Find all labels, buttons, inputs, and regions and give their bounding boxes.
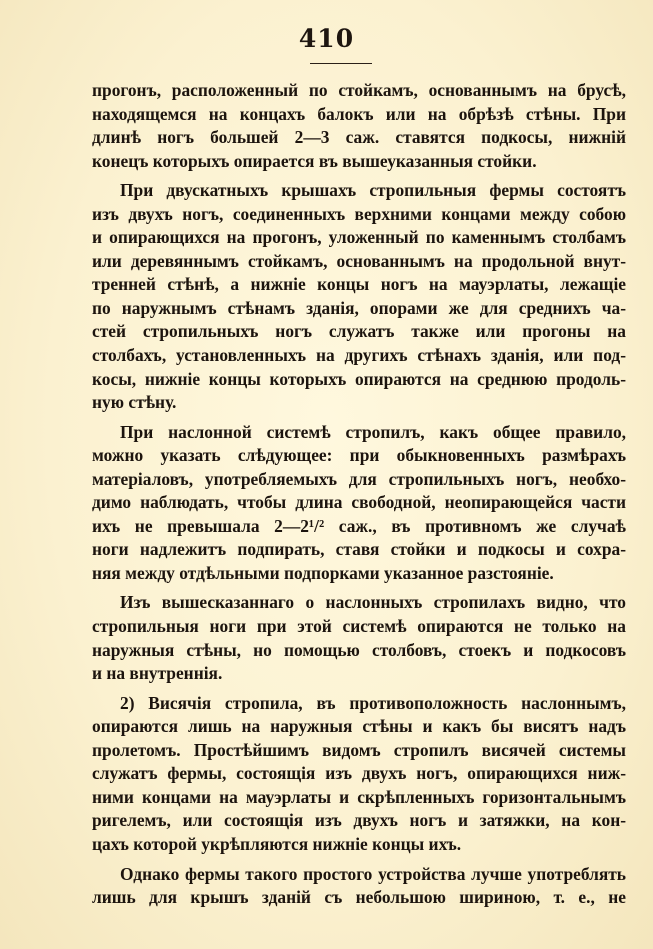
text-line: тренней стѣнѣ, а нижніе концы ногъ на мауэрлаты, лежащіе bbox=[92, 274, 626, 295]
text-line: по наружнымъ стѣнамъ зданія, опорами же для среднихъ ча- bbox=[92, 297, 626, 318]
page-body-text bbox=[92, 79, 626, 910]
paragraph-first-line: При наслонной системѣ стропилъ, какъ общее правило, bbox=[120, 421, 626, 442]
text-line: столбахъ, установленныхъ на другихъ стѣнахъ зданія, или под- bbox=[92, 345, 626, 366]
text-line: ноги надлежитъ подпирать, ставя стойки и подкосы и сохра- bbox=[92, 539, 626, 560]
text-line: стей стропильныхъ ногъ служатъ также или прогоны на bbox=[92, 321, 626, 342]
text-line: ную стѣну. bbox=[92, 392, 177, 413]
text-line: конецъ которыхъ опирается въ вышеуказанныя стойки. bbox=[92, 150, 537, 171]
paragraph-first-line: При двускатныхъ крышахъ стропильныя фермы состоятъ bbox=[120, 180, 626, 201]
text-line: наружныя стѣны, но помощью столбовъ, стоекъ и подкосовъ bbox=[92, 639, 626, 660]
text-line: длинѣ ногъ большей 2—3 саж. ставятся подкосы, нижній bbox=[92, 127, 626, 148]
text-line: димо наблюдать, чтобы длина свободной, неопирающейся части bbox=[92, 492, 626, 513]
page-number-rule bbox=[310, 63, 372, 64]
text-line: можно указать слѣдующее: при обыкновенныхъ размѣрахъ bbox=[92, 445, 626, 466]
text-line: косы, нижніе концы которыхъ опираются на среднюю продоль- bbox=[92, 368, 626, 389]
page-number: 410 bbox=[298, 24, 355, 53]
text-line: цахъ которой укрѣпляются нижніе концы ихъ. bbox=[92, 833, 462, 854]
text-line: ихъ не превышала 2—2¹/² саж., въ противномъ же случаѣ bbox=[92, 515, 626, 536]
text-line: и опирающихся на прогонъ, уложенный по каменнымъ столбамъ bbox=[92, 227, 626, 248]
text-line: находящемся на концахъ балокъ или на обрѣзѣ стѣны. При bbox=[92, 103, 626, 124]
text-line: пролетомъ. Простѣйшимъ видомъ стропилъ висячей системы bbox=[92, 739, 626, 760]
text-line: лишь для крышъ зданій съ небольшою шириною, т. е., не bbox=[92, 887, 626, 908]
text-line: няя между отдѣльными подпорками указанное разстояніе. bbox=[92, 562, 554, 583]
text-line: ними концами на мауэрлаты и скрѣпленныхъ горизонтальнымъ bbox=[92, 786, 626, 807]
text-line: служатъ фермы, состоящія изъ двухъ ногъ, опирающихся ниж- bbox=[92, 763, 626, 784]
text-line: прогонъ, расположенный по стойкамъ, основаннымъ на брусѣ, bbox=[92, 80, 626, 100]
text-line: и на внутреннія. bbox=[92, 663, 223, 684]
paragraph-first-line: 2) Висячія стропила, въ противоположность наслоннымъ, bbox=[120, 692, 626, 713]
text-line: опираются лишь на наружныя стѣны и какъ бы висятъ надъ bbox=[92, 716, 626, 737]
text-line: стропильныя ноги при этой системѣ опираются не только на bbox=[92, 616, 626, 637]
paragraph-first-line: Изъ вышесказаннаго о наслонныхъ стропилахъ видно, что bbox=[120, 592, 626, 613]
text-line: матеріаловъ, употребляемыхъ для стропильныхъ ногъ, необхо- bbox=[92, 468, 626, 489]
text-line: изъ двухъ ногъ, соединенныхъ верхними концами между собою bbox=[92, 203, 626, 224]
text-line: ригелемъ, или состоящія изъ двухъ ногъ и затяжки, на кон- bbox=[92, 810, 626, 831]
text-line: или деревяннымъ стойкамъ, основаннымъ на продольной внут- bbox=[92, 250, 626, 271]
paragraph-first-line: Однако фермы такого простого устройства лучше употреблять bbox=[120, 863, 626, 884]
